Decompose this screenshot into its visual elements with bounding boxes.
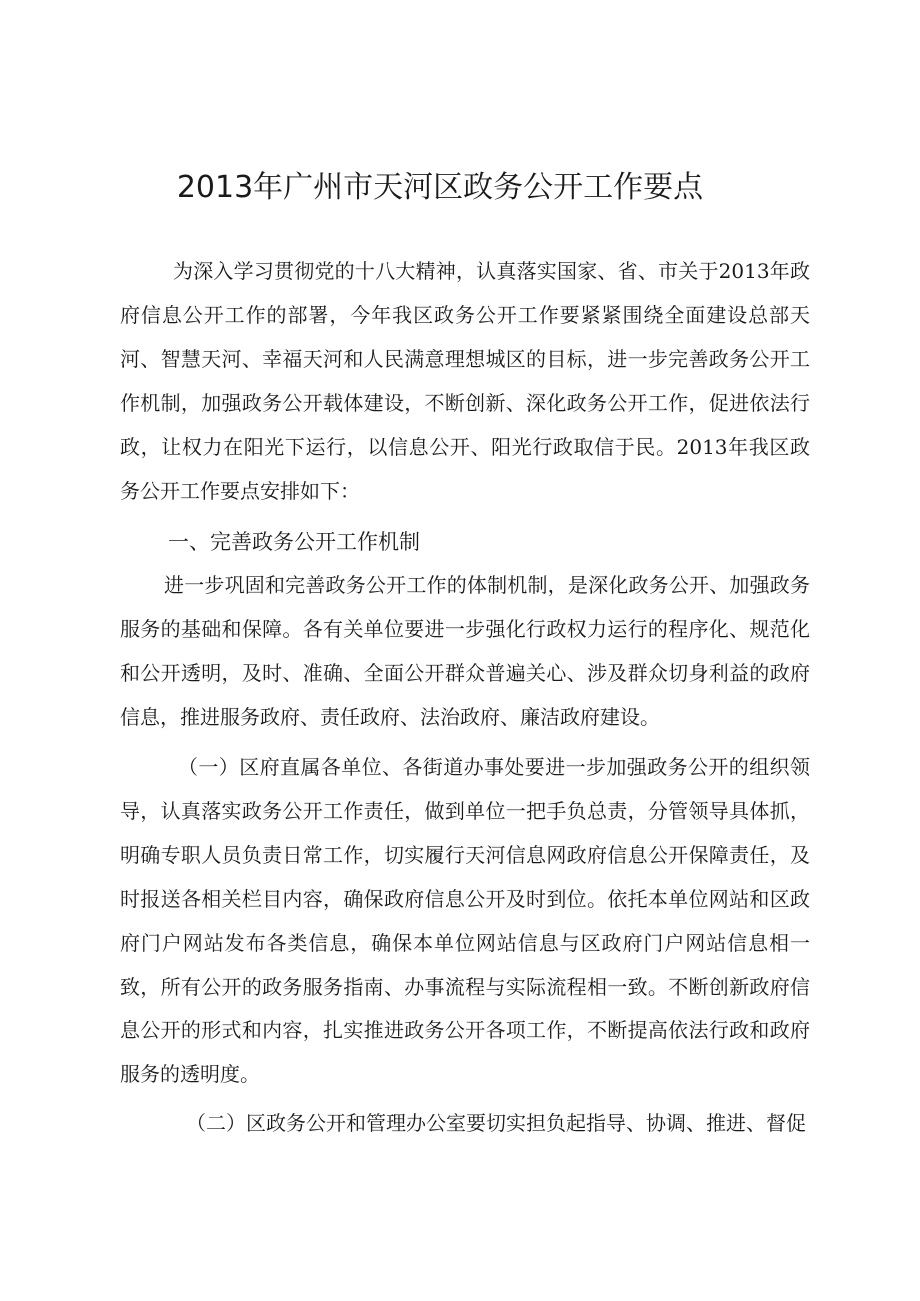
document-title: 2013年广州市天河区政务公开工作要点: [176, 170, 704, 205]
section-1-paragraph: 进一步巩固和完善政务公开工作的体制机制，是深化政务公开、加强政务服务的基础和保障。各有关单位要进一步强化行政权力运行的程序化、规范化和公开透明，及时、准确、全面公开群众普遍关心、涉及群众切身利益的政府信息，推进服务政府、责任政府、法治政府、廉洁政府建设。: [120, 573, 810, 729]
item-1-paragraph: （一）区府直属各单位、各街道办事处要进一步加强政务公开的组织领导，认真落实政务公开工作责任，做到单位一把手负总责，分管领导具体抓，明确专职人员负责日常工作，切实履行天河信息网政府信息公开保障责任，及时报送各相关栏目内容，确保政府信息公开及时到位。依托本单位网站和区政府门户网站发布各类信息，确保本单位网站信息与区政府门户网站信息相一致，所有公开的政务服务指南、办事流程与实际流程相一致。不断创新政府信息公开的形式和内容，扎实推进政务公开各项工作，不断提高依法行政和政府服务的透明度。: [120, 755, 810, 1087]
section-heading-1: 一、完善政务公开工作机制: [168, 530, 420, 554]
intro-paragraph: 为深入学习贯彻党的十八大精神，认真落实国家、省、市关于2013年政府信息公开工作的部署，今年我区政务公开工作要紧紧围绕全面建设总部天河、智慧天河、幸福天河和人民满意理想城区的目标，进一步完善政务公开工作机制，加强政务公开载体建设，不断创新、深化政务公开工作，促进依法行政，让权力在阳光下运行，以信息公开、阳光行政取信于民。2013年我区政务公开工作要点安排如下：: [120, 259, 810, 503]
item-2-paragraph: （二）区政务公开和管理办公室要切实担负起指导、协调、推进、督促: [186, 1111, 806, 1135]
